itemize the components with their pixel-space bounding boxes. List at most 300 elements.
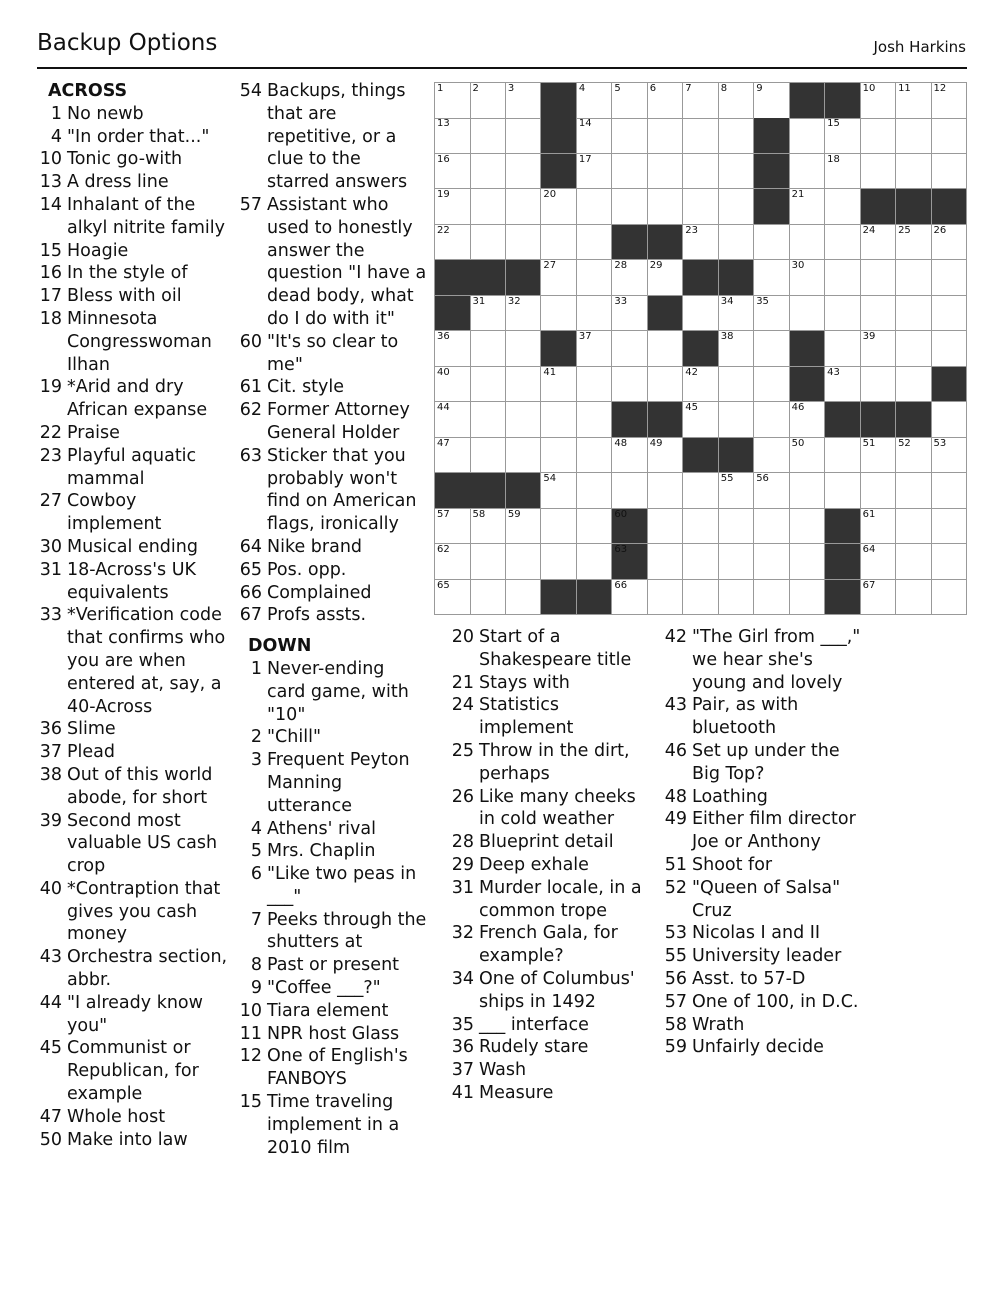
grid-cell[interactable] bbox=[861, 331, 897, 367]
grid-cell[interactable] bbox=[896, 83, 932, 119]
grid-cell[interactable] bbox=[754, 473, 790, 509]
across-clue-30[interactable] bbox=[38, 536, 228, 559]
grid-cell[interactable] bbox=[541, 402, 577, 438]
across-clue-57[interactable] bbox=[238, 194, 428, 331]
grid-cell[interactable] bbox=[719, 509, 755, 545]
grid-cell[interactable] bbox=[861, 367, 897, 403]
grid-cell[interactable] bbox=[790, 544, 826, 580]
clue-text: Deep exhale bbox=[479, 854, 589, 875]
across-clue-44[interactable] bbox=[38, 992, 228, 1038]
down-clue-21[interactable] bbox=[450, 672, 650, 695]
across-clue-54[interactable] bbox=[238, 80, 428, 194]
clue-number: 45 bbox=[39, 1038, 62, 1059]
grid-cell[interactable] bbox=[790, 260, 826, 296]
grid-cell[interactable] bbox=[470, 438, 506, 474]
grid-cell[interactable] bbox=[790, 225, 826, 261]
grid-cell[interactable] bbox=[825, 473, 861, 509]
grid-cell[interactable] bbox=[790, 580, 826, 616]
grid-cell[interactable] bbox=[719, 189, 755, 225]
grid-cell[interactable] bbox=[825, 331, 861, 367]
grid-cell[interactable] bbox=[506, 509, 542, 545]
down-clue-46[interactable] bbox=[663, 740, 863, 786]
grid-cell[interactable] bbox=[470, 296, 506, 332]
grid-cell[interactable] bbox=[683, 154, 719, 190]
across-clue-10[interactable] bbox=[38, 148, 228, 171]
grid-cell[interactable] bbox=[719, 331, 755, 367]
grid-cell[interactable] bbox=[932, 118, 968, 154]
clue-number: 6 bbox=[250, 864, 262, 885]
across-clue-61[interactable] bbox=[238, 376, 428, 399]
across-clue-45[interactable] bbox=[38, 1037, 228, 1105]
down-clue-41[interactable] bbox=[450, 1082, 650, 1105]
down-clue-35[interactable] bbox=[450, 1014, 650, 1037]
grid-cell[interactable] bbox=[719, 367, 755, 403]
grid-cell[interactable] bbox=[435, 402, 471, 438]
grid-cell[interactable] bbox=[825, 154, 861, 190]
down-clue-42[interactable] bbox=[663, 626, 863, 694]
down-clue-3[interactable] bbox=[238, 749, 428, 817]
grid-cell[interactable] bbox=[612, 438, 648, 474]
grid-cell[interactable] bbox=[506, 225, 542, 261]
grid-cell[interactable] bbox=[861, 296, 897, 332]
grid-cell[interactable] bbox=[754, 402, 790, 438]
grid-cell[interactable] bbox=[577, 118, 613, 154]
grid-cell[interactable] bbox=[470, 118, 506, 154]
grid-cell[interactable] bbox=[506, 189, 542, 225]
clue-number: 55 bbox=[664, 946, 687, 967]
across-clue-60[interactable] bbox=[238, 331, 428, 377]
grid-cell[interactable] bbox=[861, 83, 897, 119]
grid-cell[interactable] bbox=[754, 225, 790, 261]
grid-cell[interactable] bbox=[612, 473, 648, 509]
cell-number: 26 bbox=[933, 224, 947, 236]
down-clue-48[interactable] bbox=[663, 786, 863, 809]
grid-cell[interactable] bbox=[754, 509, 790, 545]
down-clue-9[interactable] bbox=[238, 977, 428, 1000]
grid-cell[interactable] bbox=[896, 367, 932, 403]
grid-cell[interactable] bbox=[435, 83, 471, 119]
across-clue-50[interactable] bbox=[38, 1129, 228, 1152]
across-clue-65[interactable] bbox=[238, 559, 428, 582]
clue-number: 20 bbox=[451, 627, 474, 647]
grid-cell[interactable] bbox=[683, 225, 719, 261]
grid-cell[interactable] bbox=[719, 83, 755, 119]
down-clue-59[interactable] bbox=[663, 1036, 863, 1059]
across-clue-13[interactable] bbox=[38, 171, 228, 194]
grid-cell[interactable] bbox=[932, 260, 968, 296]
grid-cell[interactable] bbox=[932, 331, 968, 367]
grid-cell[interactable] bbox=[719, 544, 755, 580]
grid-cell[interactable] bbox=[825, 225, 861, 261]
grid-cell[interactable] bbox=[719, 580, 755, 616]
grid-cell[interactable] bbox=[825, 260, 861, 296]
grid-cell[interactable] bbox=[896, 438, 932, 474]
grid-cell[interactable] bbox=[541, 260, 577, 296]
down-clue-37[interactable] bbox=[450, 1059, 650, 1082]
grid-cell[interactable] bbox=[896, 154, 932, 190]
cell-number: 32 bbox=[507, 295, 521, 307]
grid-cell[interactable] bbox=[683, 189, 719, 225]
across-clue-31[interactable] bbox=[38, 559, 228, 605]
across-clue-22[interactable] bbox=[38, 422, 228, 445]
clue-number: 9 bbox=[250, 978, 262, 999]
cell-number: 8 bbox=[720, 83, 728, 94]
down-clue-56[interactable] bbox=[663, 968, 863, 991]
across-clue-17[interactable] bbox=[38, 285, 228, 308]
grid-cell[interactable] bbox=[541, 473, 577, 509]
grid-cell[interactable] bbox=[435, 580, 471, 616]
grid-cell[interactable] bbox=[825, 438, 861, 474]
across-clue-63[interactable] bbox=[238, 445, 428, 536]
grid-cell[interactable] bbox=[683, 473, 719, 509]
down-clue-12[interactable] bbox=[238, 1045, 428, 1091]
grid-cell[interactable] bbox=[470, 225, 506, 261]
grid-cell[interactable] bbox=[648, 154, 684, 190]
down-clue-36[interactable] bbox=[450, 1036, 650, 1059]
clue-number: 59 bbox=[664, 1037, 687, 1058]
grid-cell[interactable] bbox=[470, 580, 506, 616]
down-clue-53[interactable] bbox=[663, 922, 863, 945]
grid-cell[interactable] bbox=[683, 509, 719, 545]
grid-cell[interactable] bbox=[648, 118, 684, 154]
grid-cell[interactable] bbox=[506, 83, 542, 119]
grid-cell[interactable] bbox=[861, 544, 897, 580]
down-clue-10[interactable] bbox=[238, 1000, 428, 1023]
grid-cell[interactable] bbox=[719, 296, 755, 332]
across-clue-43[interactable] bbox=[38, 946, 228, 992]
down-clue-43[interactable] bbox=[663, 694, 863, 740]
black-square bbox=[754, 189, 790, 225]
grid-cell[interactable] bbox=[435, 331, 471, 367]
grid-cell[interactable] bbox=[790, 118, 826, 154]
clue-text: Communist or Republican, for example bbox=[67, 1038, 199, 1105]
grid-cell[interactable] bbox=[577, 473, 613, 509]
grid-cell[interactable] bbox=[932, 509, 968, 545]
grid-cell[interactable] bbox=[896, 580, 932, 616]
grid-cell[interactable] bbox=[577, 296, 613, 332]
grid-cell[interactable] bbox=[790, 473, 826, 509]
grid-cell[interactable] bbox=[932, 438, 968, 474]
down-clue-20[interactable] bbox=[450, 626, 650, 672]
grid-cell[interactable] bbox=[541, 367, 577, 403]
grid-cell[interactable] bbox=[541, 225, 577, 261]
grid-cell[interactable] bbox=[896, 473, 932, 509]
grid-cell[interactable] bbox=[435, 438, 471, 474]
grid-cell[interactable] bbox=[861, 473, 897, 509]
across-clue-4[interactable] bbox=[38, 126, 228, 149]
grid-cell[interactable] bbox=[577, 367, 613, 403]
grid-cell[interactable] bbox=[896, 331, 932, 367]
cell-number: 12 bbox=[933, 83, 947, 94]
grid-cell[interactable] bbox=[577, 402, 613, 438]
grid-cell[interactable] bbox=[896, 260, 932, 296]
grid-cell[interactable] bbox=[896, 296, 932, 332]
down-clue-1[interactable] bbox=[238, 658, 428, 726]
grid-cell[interactable] bbox=[754, 83, 790, 119]
grid-cell[interactable] bbox=[683, 367, 719, 403]
grid-cell[interactable] bbox=[470, 367, 506, 403]
grid-cell[interactable] bbox=[541, 296, 577, 332]
grid-cell[interactable] bbox=[541, 544, 577, 580]
down-clue-11[interactable] bbox=[238, 1023, 428, 1046]
grid-cell[interactable] bbox=[612, 367, 648, 403]
grid-cell[interactable] bbox=[896, 544, 932, 580]
cell-number: 2 bbox=[472, 83, 479, 94]
grid-cell[interactable] bbox=[470, 83, 506, 119]
black-square bbox=[435, 296, 471, 332]
down-clue-8[interactable] bbox=[238, 954, 428, 977]
grid-cell[interactable] bbox=[896, 225, 932, 261]
across-clue-39[interactable] bbox=[38, 810, 228, 878]
grid-cell[interactable] bbox=[754, 260, 790, 296]
grid-cell[interactable] bbox=[648, 189, 684, 225]
grid-cell[interactable] bbox=[648, 83, 684, 119]
cell-number: 62 bbox=[437, 544, 450, 556]
down-clue-31[interactable] bbox=[450, 877, 650, 923]
grid-cell[interactable] bbox=[470, 509, 506, 545]
cell-number: 44 bbox=[437, 402, 450, 414]
grid-cell[interactable] bbox=[790, 189, 826, 225]
grid-cell[interactable] bbox=[932, 83, 968, 119]
grid-cell[interactable] bbox=[435, 544, 471, 580]
clue-text: One of 100, in D.C. bbox=[692, 991, 859, 1012]
across-clue-27[interactable] bbox=[38, 490, 228, 536]
grid-cell[interactable] bbox=[861, 225, 897, 261]
down-clue-26[interactable] bbox=[450, 786, 650, 832]
grid-cell[interactable] bbox=[506, 154, 542, 190]
cell-number: 40 bbox=[437, 366, 450, 378]
clue-text: Pair, as with bluetooth bbox=[692, 695, 799, 739]
down-clue-49[interactable] bbox=[663, 808, 863, 854]
grid-cell[interactable] bbox=[577, 509, 613, 545]
grid-cell[interactable] bbox=[790, 154, 826, 190]
across-clue-66[interactable] bbox=[238, 582, 428, 605]
grid-cell[interactable] bbox=[648, 580, 684, 616]
grid-cell[interactable] bbox=[612, 118, 648, 154]
across-clue-19[interactable] bbox=[38, 376, 228, 422]
clue-number: 36 bbox=[39, 719, 62, 740]
black-square bbox=[790, 83, 826, 119]
grid-cell[interactable] bbox=[754, 438, 790, 474]
grid-cell[interactable] bbox=[648, 367, 684, 403]
cell-number: 21 bbox=[791, 189, 805, 201]
down-clue-24[interactable] bbox=[450, 694, 650, 740]
grid-cell[interactable] bbox=[932, 473, 968, 509]
grid-cell[interactable] bbox=[896, 118, 932, 154]
grid-cell[interactable] bbox=[719, 473, 755, 509]
grid-cell[interactable] bbox=[683, 83, 719, 119]
grid-cell[interactable] bbox=[790, 438, 826, 474]
down-clue-57[interactable] bbox=[663, 991, 863, 1014]
down-clue-58[interactable] bbox=[663, 1014, 863, 1037]
grid-cell[interactable] bbox=[435, 367, 471, 403]
grid-cell[interactable] bbox=[435, 509, 471, 545]
grid-cell[interactable] bbox=[470, 402, 506, 438]
across-clue-40[interactable] bbox=[38, 878, 228, 946]
grid-cell[interactable] bbox=[719, 225, 755, 261]
grid-cell[interactable] bbox=[648, 509, 684, 545]
across-clue-15[interactable] bbox=[38, 240, 228, 263]
down-clue-25[interactable] bbox=[450, 740, 650, 786]
grid-cell[interactable] bbox=[683, 296, 719, 332]
grid-cell[interactable] bbox=[577, 544, 613, 580]
grid-cell[interactable] bbox=[470, 189, 506, 225]
clue-text: "I already know you" bbox=[67, 992, 203, 1036]
grid-cell[interactable] bbox=[435, 189, 471, 225]
down-clue-4[interactable] bbox=[238, 818, 428, 841]
grid-cell[interactable] bbox=[754, 544, 790, 580]
down-clue-15[interactable] bbox=[238, 1091, 428, 1159]
grid-cell[interactable] bbox=[754, 296, 790, 332]
grid-cell[interactable] bbox=[612, 331, 648, 367]
grid-cell[interactable] bbox=[470, 331, 506, 367]
down-clue-5[interactable] bbox=[238, 840, 428, 863]
grid-cell[interactable] bbox=[932, 580, 968, 616]
grid-cell[interactable] bbox=[577, 331, 613, 367]
across-clue-18[interactable] bbox=[38, 308, 228, 376]
grid-cell[interactable] bbox=[612, 260, 648, 296]
grid-cell[interactable] bbox=[683, 580, 719, 616]
grid-cell[interactable] bbox=[435, 154, 471, 190]
grid-cell[interactable] bbox=[506, 580, 542, 616]
down-clue-6[interactable] bbox=[238, 863, 428, 909]
grid-cell[interactable] bbox=[861, 580, 897, 616]
across-clue-16[interactable] bbox=[38, 262, 228, 285]
grid-cell[interactable] bbox=[825, 296, 861, 332]
grid-cell[interactable] bbox=[932, 154, 968, 190]
clue-number: 37 bbox=[451, 1060, 474, 1081]
clue-number: 16 bbox=[39, 263, 62, 284]
grid-cell[interactable] bbox=[612, 296, 648, 332]
grid-cell[interactable] bbox=[648, 331, 684, 367]
grid-cell[interactable] bbox=[435, 118, 471, 154]
grid-cell[interactable] bbox=[896, 509, 932, 545]
grid-cell[interactable] bbox=[861, 509, 897, 545]
grid-cell[interactable] bbox=[577, 260, 613, 296]
down-clue-2[interactable] bbox=[238, 726, 428, 749]
cell-number: 18 bbox=[827, 153, 840, 165]
grid-cell[interactable] bbox=[932, 402, 968, 438]
across-clue-1[interactable] bbox=[38, 103, 228, 126]
grid-cell[interactable] bbox=[577, 154, 613, 190]
clue-number: 8 bbox=[250, 955, 262, 976]
grid-cell[interactable] bbox=[825, 118, 861, 154]
grid-cell[interactable] bbox=[577, 225, 613, 261]
grid-cell[interactable] bbox=[506, 118, 542, 154]
across-clue-47[interactable] bbox=[38, 1106, 228, 1129]
down-clue-55[interactable] bbox=[663, 945, 863, 968]
across-clue-67[interactable] bbox=[238, 604, 428, 627]
cell-number: 13 bbox=[437, 118, 450, 130]
grid-cell[interactable] bbox=[577, 83, 613, 119]
grid-cell[interactable] bbox=[861, 118, 897, 154]
across-clue-38[interactable] bbox=[38, 764, 228, 810]
down-clue-32[interactable] bbox=[450, 922, 650, 968]
black-square bbox=[648, 225, 684, 261]
grid-cell[interactable] bbox=[683, 544, 719, 580]
black-square bbox=[825, 580, 861, 616]
grid-cell[interactable] bbox=[719, 154, 755, 190]
grid-cell[interactable] bbox=[932, 544, 968, 580]
grid-cell[interactable] bbox=[612, 580, 648, 616]
grid-cell[interactable] bbox=[648, 473, 684, 509]
grid-cell[interactable] bbox=[754, 367, 790, 403]
across-clue-62[interactable] bbox=[238, 399, 428, 445]
grid-cell[interactable] bbox=[754, 331, 790, 367]
grid-cell[interactable] bbox=[648, 260, 684, 296]
grid-cell[interactable] bbox=[719, 118, 755, 154]
grid-cell[interactable] bbox=[435, 225, 471, 261]
down-clue-51[interactable] bbox=[663, 854, 863, 877]
grid-cell[interactable] bbox=[790, 402, 826, 438]
down-clue-28[interactable] bbox=[450, 831, 650, 854]
clue-text: "It's so clear to me" bbox=[267, 331, 399, 375]
clue-number: 4 bbox=[50, 126, 62, 147]
across-clue-23[interactable] bbox=[38, 445, 228, 491]
grid-cell[interactable] bbox=[506, 438, 542, 474]
grid-cell[interactable] bbox=[577, 438, 613, 474]
grid-cell[interactable] bbox=[790, 509, 826, 545]
clue-text: Slime bbox=[67, 719, 116, 740]
grid-cell[interactable] bbox=[790, 296, 826, 332]
grid-cell[interactable] bbox=[541, 438, 577, 474]
across-clue-33[interactable] bbox=[38, 604, 228, 718]
grid-cell[interactable] bbox=[861, 154, 897, 190]
across-clue-14[interactable] bbox=[38, 194, 228, 240]
black-square bbox=[506, 260, 542, 296]
grid-cell[interactable] bbox=[506, 544, 542, 580]
grid-cell[interactable] bbox=[506, 296, 542, 332]
grid-cell[interactable] bbox=[825, 367, 861, 403]
across-clue-64[interactable] bbox=[238, 536, 428, 559]
grid-cell[interactable] bbox=[541, 189, 577, 225]
grid-cell[interactable] bbox=[648, 438, 684, 474]
clue-text: Never-ending card game, with "10" bbox=[267, 658, 409, 725]
grid-cell[interactable] bbox=[754, 580, 790, 616]
grid-cell[interactable] bbox=[470, 544, 506, 580]
grid-cell[interactable] bbox=[470, 154, 506, 190]
grid-cell[interactable] bbox=[612, 83, 648, 119]
grid-cell[interactable] bbox=[861, 260, 897, 296]
grid-cell[interactable] bbox=[683, 402, 719, 438]
grid-cell[interactable] bbox=[612, 154, 648, 190]
grid-cell[interactable] bbox=[648, 544, 684, 580]
grid-cell[interactable] bbox=[683, 118, 719, 154]
grid-cell[interactable] bbox=[932, 296, 968, 332]
clue-text: Shoot for bbox=[692, 854, 773, 875]
grid-cell[interactable] bbox=[506, 402, 542, 438]
grid-cell[interactable] bbox=[506, 331, 542, 367]
black-square bbox=[754, 118, 790, 154]
clue-number: 53 bbox=[664, 923, 687, 944]
clue-text: Set up under the Big Top? bbox=[692, 740, 840, 784]
down-clue-29[interactable] bbox=[450, 854, 650, 877]
black-square bbox=[648, 402, 684, 438]
across-clue-37[interactable] bbox=[38, 741, 228, 764]
grid-cell[interactable] bbox=[719, 402, 755, 438]
across-clue-36[interactable] bbox=[38, 718, 228, 741]
grid-cell[interactable] bbox=[932, 225, 968, 261]
down-clue-7[interactable] bbox=[238, 909, 428, 955]
down-clue-34[interactable] bbox=[450, 968, 650, 1014]
grid-cell[interactable] bbox=[541, 509, 577, 545]
down-clue-52[interactable] bbox=[663, 877, 863, 923]
grid-cell[interactable] bbox=[825, 189, 861, 225]
grid-cell[interactable] bbox=[612, 189, 648, 225]
grid-cell[interactable] bbox=[506, 367, 542, 403]
grid-cell[interactable] bbox=[577, 189, 613, 225]
grid-cell[interactable] bbox=[861, 438, 897, 474]
